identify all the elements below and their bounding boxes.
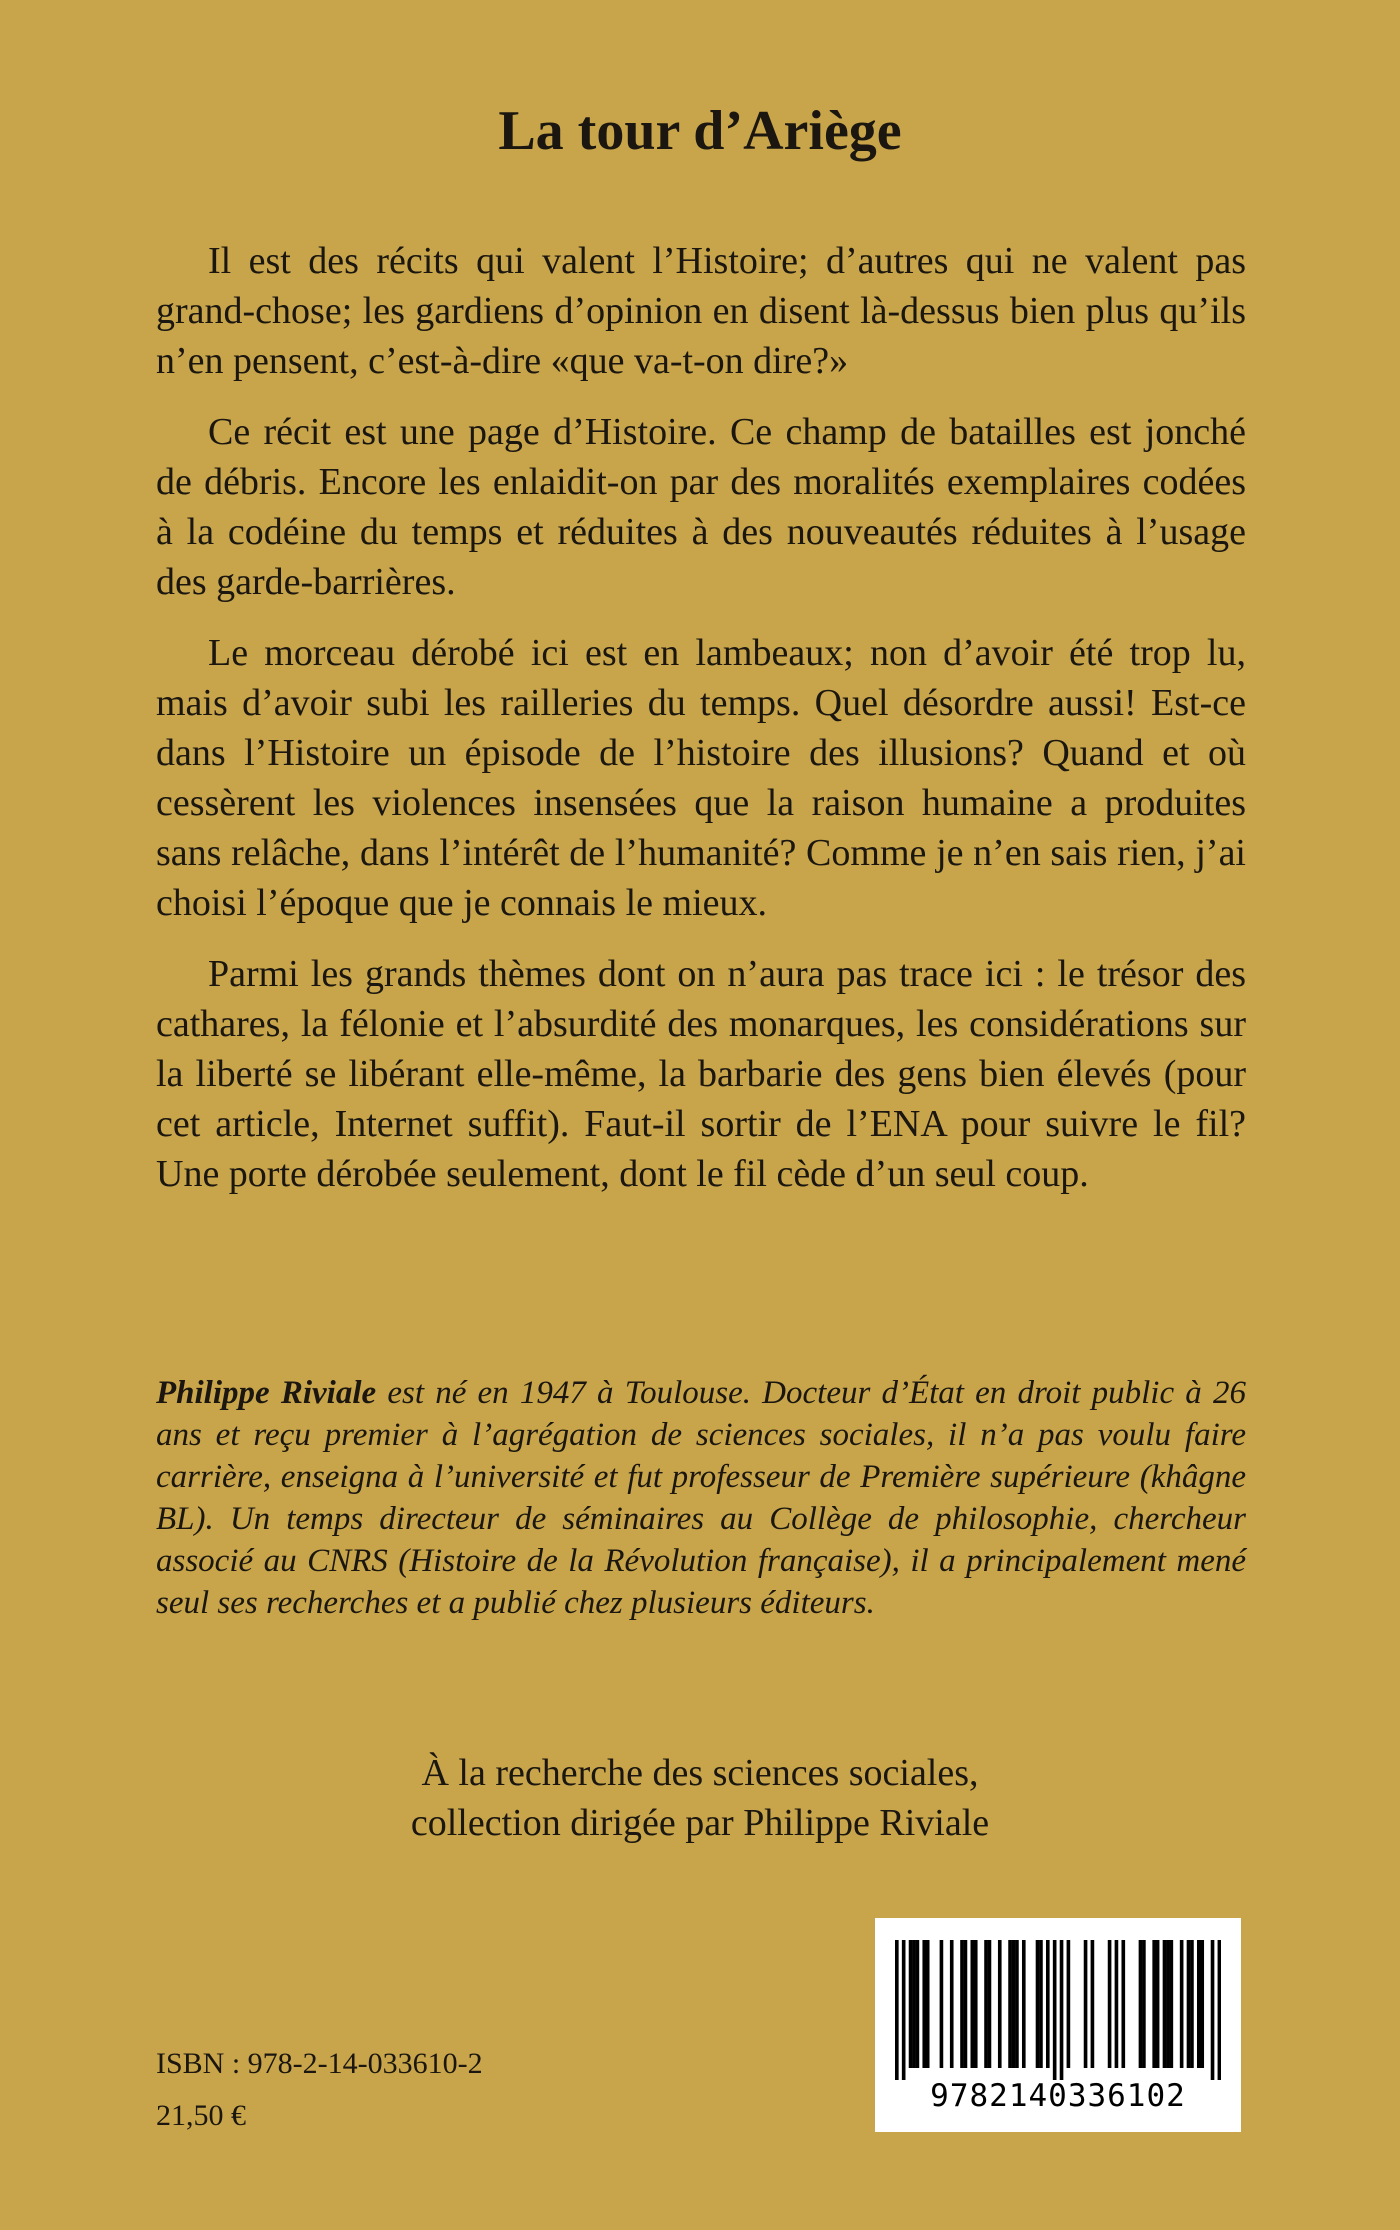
collection-line-2: collection dirigée par Philippe Riviale	[410, 1802, 990, 1844]
barcode-bar	[902, 1940, 906, 2080]
barcode-bar	[1121, 1940, 1125, 2068]
blurb-paragraph-2: Ce récit est une page d’Histoire. Ce champ de batailles est jonché de débris. Encore les enlaidit-on par des moralités exemplaires codées à la codéine du temps et réduites à des nouveautés réduites à l’usage des garde-barrières.	[156, 411, 1246, 603]
barcode-bar	[970, 1940, 974, 2068]
collection-line-1: À la recherche des sciences sociales,	[421, 1752, 979, 1794]
barcode-digits: 9782140336102	[930, 2078, 1186, 2114]
barcode-bar	[1139, 1940, 1143, 2068]
barcode-bar	[988, 1940, 992, 2068]
barcode-bar	[1166, 1940, 1170, 2068]
barcode-bar	[1039, 1940, 1043, 2068]
barcode-bar	[1053, 1940, 1057, 2080]
barcode-bar	[1115, 1940, 1119, 2068]
barcode-bar	[1142, 1940, 1146, 2068]
barcode-bar	[1187, 1940, 1191, 2068]
barcode-bar	[916, 1940, 920, 2068]
barcode-bar	[1091, 1940, 1095, 2068]
barcode-bar	[974, 1940, 978, 2068]
barcode-bar	[1200, 1940, 1204, 2068]
barcode-bar	[895, 1940, 899, 2080]
barcode-bar	[940, 1940, 944, 2068]
barcode-bar	[1060, 1940, 1064, 2080]
isbn: ISBN : 978-2-14-033610-2	[156, 2047, 483, 2080]
barcode-bar	[909, 1940, 913, 2068]
barcode-bar	[960, 1940, 964, 2068]
barcode-bar	[1008, 1940, 1012, 2068]
barcode-bar	[1015, 1940, 1019, 2068]
barcode-bar	[1084, 1940, 1088, 2068]
barcode-bar	[1190, 1940, 1194, 2068]
barcode-bar	[1211, 1940, 1215, 2080]
barcode-bar	[984, 1940, 988, 2068]
barcode-bar	[1156, 1940, 1160, 2068]
blurb-paragraph-3: Le morceau dérobé ici est en lambeaux; non d’avoir été trop lu, mais d’avoir subi les railleries du temps. Quel désordre aussi! Est-ce dans l’Histoire un épisode de l’histoire des illusions? Quand et où cessèrent les violences insensées que la raison humaine a produites sans relâche, dans l’intérêt de l’humanité? Comme je n’en sais rien, j’ai choisi l’époque que je connais le mieux.	[156, 632, 1246, 924]
author-bio	[156, 1372, 1246, 1624]
book-title: La tour d’Ariège	[498, 100, 902, 162]
barcode-bar	[1067, 1940, 1071, 2068]
barcode-bar	[998, 1940, 1002, 2068]
barcode-bars	[895, 1940, 1221, 2080]
collection-info	[0, 1748, 1400, 1848]
barcode-bar	[1108, 1940, 1112, 2068]
barcode-bar	[1046, 1940, 1050, 2068]
author-name: Philippe Riviale	[156, 1375, 377, 1411]
barcode-bar	[964, 1940, 968, 2068]
barcode-bar	[1197, 1940, 1201, 2068]
barcode-bar	[1152, 1940, 1156, 2068]
price: 21,50 €	[156, 2099, 246, 2132]
author-bio-text: est né en 1947 à Toulouse. Docteur d’État en droit public à 26 ans et reçu premier à l’agrégation de sciences sociales, il n’a pas voulu faire carrière, enseigna à l’université et fut professeur de Première supérieure (khâgne BL). Un temps directeur de séminaires au Collège de philosophie, chercheur associé au CNRS (Histoire de la Révolution française), il a principalement mené seul ses recherches et a publié chez plusieurs éditeurs.	[156, 1375, 1246, 1621]
barcode-bar	[922, 1940, 926, 2068]
barcode	[875, 1918, 1241, 2132]
blurb-paragraph-4: Parmi les grands thèmes dont on n’aura pas trace ici : le trésor des cathares, la félonie et l’absurdité des monarques, les considérations sur la liberté se libérant elle-même, la barbarie des gens bien élevés (pour cet article, Internet suffit). Faut-il sortir de l’ENA pour suivre le fil? Une porte dérobée seulement, dont le fil cède d’un seul coup.	[156, 953, 1246, 1195]
barcode-bar	[926, 1940, 930, 2068]
barcode-bar	[1218, 1940, 1221, 2080]
barcode-bar	[1012, 1940, 1016, 2068]
blurb-paragraph-1: Il est des récits qui valent l’Histoire; d’autres qui ne valent pas grand-chose; les gardiens d’opinion en disent là-dessus bien plus qu’ils n’en pensent, c’est-à-dire «que va-t-on dire?»	[156, 240, 1246, 382]
barcode-bar	[1036, 1940, 1040, 2068]
barcode-bar	[912, 1940, 916, 2068]
barcode-bar	[1022, 1940, 1026, 2068]
barcode-bar	[1180, 1940, 1184, 2068]
barcode-bar	[1163, 1940, 1167, 2068]
barcode-bar	[950, 1940, 954, 2068]
barcode-bar	[1170, 1940, 1174, 2068]
blurb	[156, 236, 1246, 1220]
